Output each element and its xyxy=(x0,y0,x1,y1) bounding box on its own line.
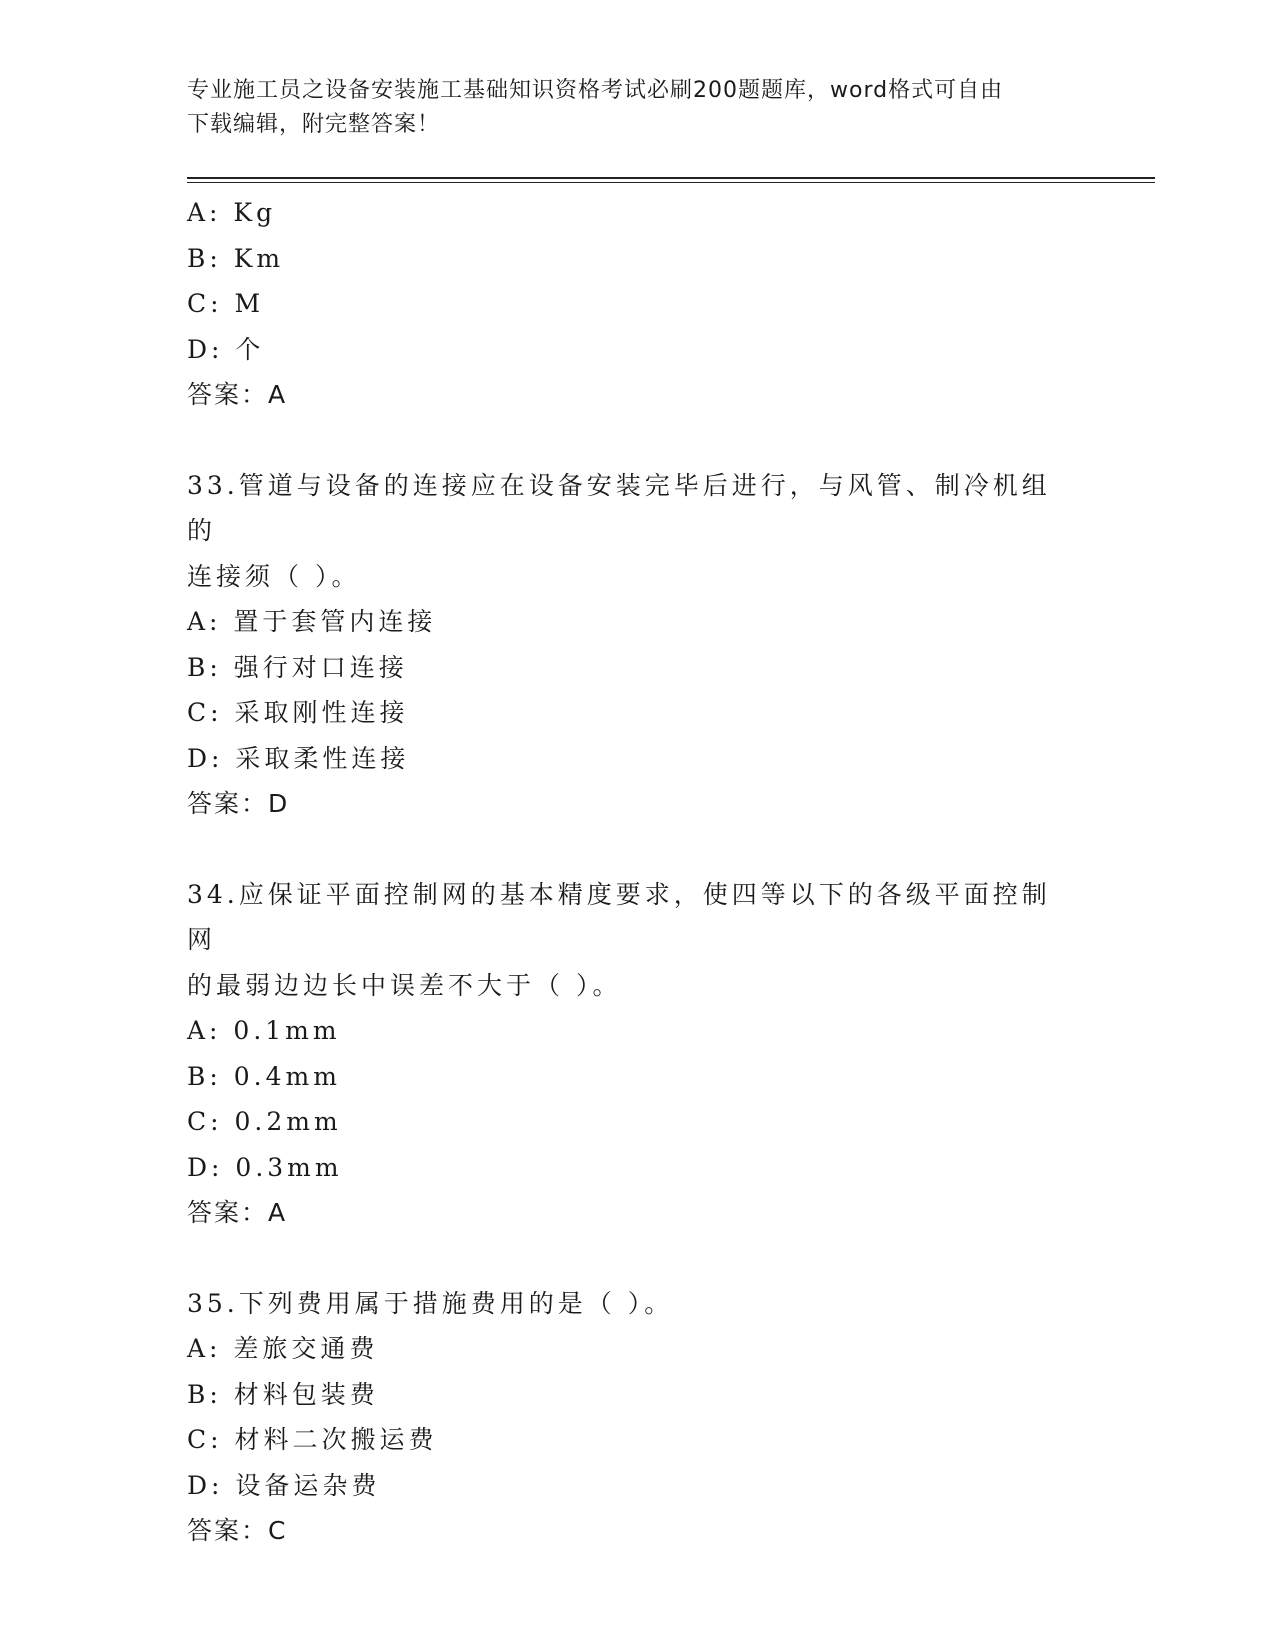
option-b: B: 0.4mm xyxy=(187,1061,341,1091)
question-content xyxy=(187,190,1087,1554)
option-b: B: 材料包装费 xyxy=(187,1379,379,1409)
header-divider-thin xyxy=(187,182,1155,183)
option-d: D: 个 xyxy=(187,334,265,364)
option-d: D: 设备运杂费 xyxy=(187,1470,381,1500)
option-d: D: 0.3mm xyxy=(187,1152,343,1182)
option-c: C: M xyxy=(187,289,265,318)
question-text-line-2: 连接须（ ）。 xyxy=(187,561,361,591)
answer-line: 答案：A xyxy=(187,380,288,409)
option-a: A: Kg xyxy=(187,198,277,227)
question-text-line-1: 34.应保证平面控制网的基本精度要求，使四等以下的各级平面控制网 xyxy=(187,879,1051,954)
header-divider-thick xyxy=(187,177,1155,179)
question-block-35 xyxy=(187,1281,1087,1554)
option-c: C: 0.2mm xyxy=(187,1107,342,1136)
option-a: A: 置于套管内连接 xyxy=(187,607,437,636)
question-block-33 xyxy=(187,463,1087,827)
option-a: A: 0.1mm xyxy=(187,1016,341,1045)
answer-line: 答案：C xyxy=(187,1516,288,1545)
answer-line: 答案：D xyxy=(187,789,290,818)
question-block-32 xyxy=(187,190,1087,418)
question-text-line-1: 35.下列费用属于措施费用的是（ ）。 xyxy=(187,1288,674,1318)
option-c: C: 采取刚性连接 xyxy=(187,698,409,727)
question-text-line-1: 33.管道与设备的连接应在设备安装完毕后进行，与风管、制冷机组的 xyxy=(187,470,1051,545)
header-title-line-1: 专业施工员之设备安装施工基础知识资格考试必刷200题题库，word格式可自由 xyxy=(187,78,1004,103)
question-block-34 xyxy=(187,872,1087,1236)
option-c: C: 材料二次搬运费 xyxy=(187,1425,438,1454)
answer-line: 答案：A xyxy=(187,1198,288,1227)
option-d: D: 采取柔性连接 xyxy=(187,743,410,773)
option-a: A: 差旅交通费 xyxy=(187,1334,379,1363)
question-text-line-2: 的最弱边边长中误差不大于（ ）。 xyxy=(187,970,622,1000)
header-title-line-2: 下载编辑，附完整答案！ xyxy=(187,112,441,137)
option-b: B: 强行对口连接 xyxy=(187,652,408,682)
document-header xyxy=(187,74,1087,142)
option-b: B: Km xyxy=(187,243,285,273)
